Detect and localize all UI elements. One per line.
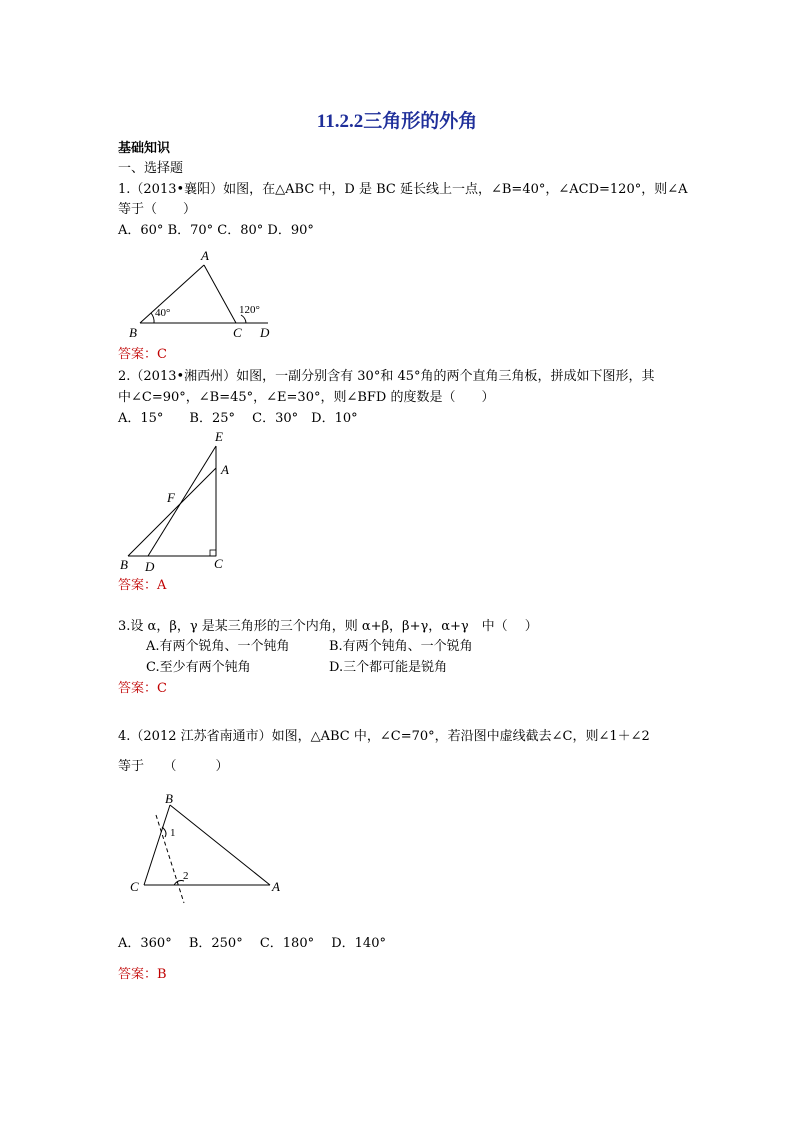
q2-answer: 答案：A — [118, 578, 167, 593]
q4-options: A．360° B．250° C．180° D．140° — [118, 936, 386, 951]
q4-answer: 答案：B — [118, 967, 167, 982]
q3-option-c: C.至少有两个钝角 — [146, 660, 251, 675]
q1-answer: 答案：C — [118, 347, 167, 362]
q1-options: A．60° B．70° C．80° D．90° — [118, 223, 314, 238]
q1-label-b: B — [129, 325, 137, 340]
q1-angle-c-label: 120° — [239, 304, 260, 316]
part-heading: 一、选择题 — [118, 161, 184, 176]
q1-label-c: C — [233, 325, 242, 340]
q4-label-c: C — [130, 879, 139, 894]
q1-stem-line2: 等于（ ） — [118, 202, 197, 217]
q3-option-a: A.有两个锐角、一个钝角 — [146, 639, 290, 654]
q4-triangle-figure — [118, 785, 298, 910]
q2-stem-line1: 2.（2013•湘西州）如图，一副分别含有 30°和 45°角的两个直角三角板，拼成如下图形，其 — [118, 369, 655, 384]
q2-side-ba — [128, 468, 216, 556]
page-title: 11.2.2三角形的外角 — [316, 111, 478, 132]
q2-label-d: D — [145, 559, 155, 574]
q2-label-f: F — [167, 490, 175, 505]
q1-angle-b-arc — [151, 313, 154, 323]
q4-label-b: B — [165, 791, 173, 806]
q1-angle-c-arc — [241, 315, 246, 323]
q2-triangles-figure — [118, 428, 258, 578]
q2-label-a: A — [221, 462, 229, 477]
q2-label-e: E — [215, 429, 223, 444]
q1-triangle-figure — [118, 245, 278, 345]
q2-stem-line2: 中∠C=90°，∠B=45°，∠E=30°，则∠BFD 的度数是（ ） — [118, 390, 495, 405]
q4-angle-1-label: 1 — [170, 827, 176, 839]
q1-side-ba — [140, 265, 204, 323]
q3-stem: 3.设 α，β，γ 是某三角形的三个内角，则 α+β，β+γ，α+γ 中（ ） — [118, 619, 538, 634]
q2-label-c: C — [214, 556, 223, 571]
q1-angle-b-label: 40° — [155, 307, 171, 319]
section-heading: 基础知识 — [118, 141, 171, 156]
q4-stem-line2: 等于 （ ） — [118, 759, 229, 774]
q3-answer: 答案：C — [118, 681, 167, 696]
q3-option-d: D.三个都可能是锐角 — [329, 660, 448, 675]
q1-stem-line1: 1.（2013•襄阳）如图，在△ABC 中，D 是 BC 延长线上一点，∠B=40°，∠ACD=120°，则∠A — [118, 182, 688, 197]
q1-label-a: A — [201, 248, 209, 263]
q4-stem-line1: 4.（2012 江苏省南通市）如图，△ABC 中，∠C=70°，若沿图中虚线截去∠C，则∠1＋∠2 — [118, 729, 650, 744]
q1-label-d: D — [260, 325, 270, 340]
q3-option-b: B.有两个钝角、一个锐角 — [329, 639, 473, 654]
q2-side-de — [148, 446, 216, 556]
q2-label-b: B — [120, 557, 128, 572]
q4-label-a: A — [272, 879, 280, 894]
q2-options: A．15° B．25° C．30° D．10° — [118, 411, 358, 426]
q1-side-ac — [204, 265, 236, 323]
q4-angle-2-label: 2 — [183, 870, 189, 882]
